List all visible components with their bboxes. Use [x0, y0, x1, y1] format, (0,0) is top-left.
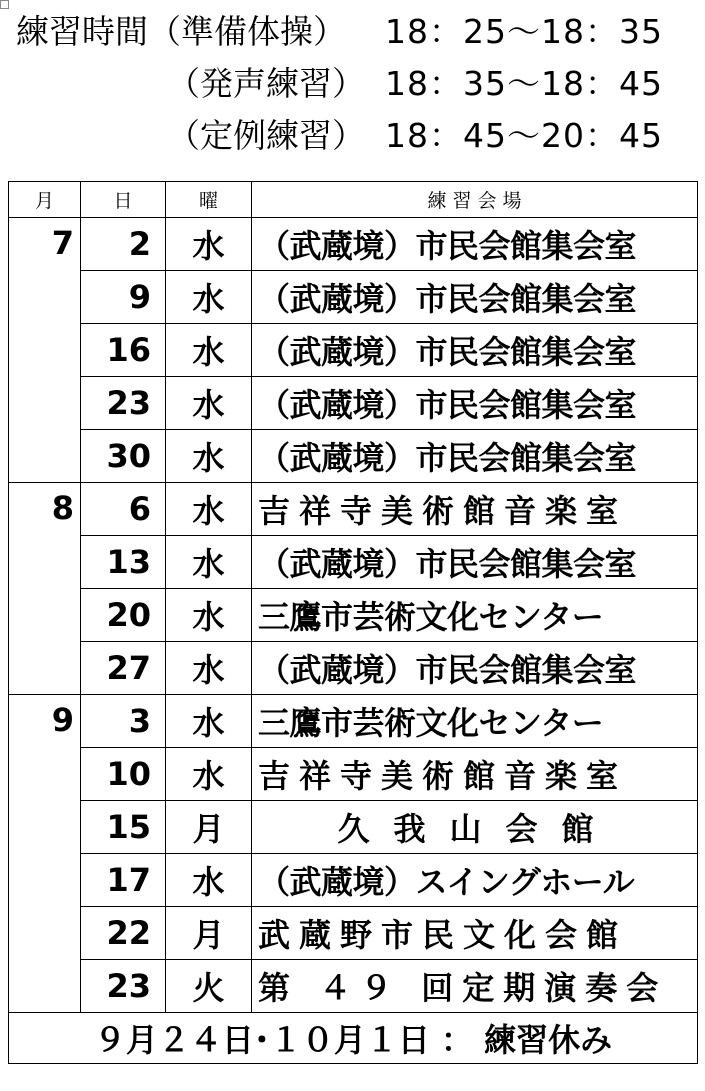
weekday-cell: 水 [166, 589, 252, 642]
day-cell: 30 [81, 430, 166, 483]
column-header-day: 日 [81, 182, 166, 218]
table-row [9, 801, 698, 854]
venue-cell: （武蔵境）市民会館集会室 [252, 324, 698, 377]
weekday-cell: 水 [166, 695, 252, 748]
venue-cell: 武蔵野市民文化会館 [252, 907, 698, 960]
day-cell: 27 [81, 642, 166, 695]
table-row [9, 748, 698, 801]
table-row [9, 324, 698, 377]
weekday-cell: 水 [166, 642, 252, 695]
table-row [9, 218, 698, 271]
rest-days-note: ９月２４日･１０月１日 ： 練習休み [9, 1013, 698, 1064]
header-label: 練習時間（準備体操） [16, 12, 346, 51]
day-cell: 23 [81, 960, 166, 1013]
footer-row [9, 1013, 698, 1064]
column-header-month: 月 [9, 182, 81, 218]
table-row [9, 907, 698, 960]
weekday-cell: 水 [166, 324, 252, 377]
day-cell: 22 [81, 907, 166, 960]
column-header-weekday: 曜 [166, 182, 252, 218]
schedule-body [9, 218, 698, 1064]
day-cell: 17 [81, 854, 166, 907]
venue-cell: （武蔵境）市民会館集会室 [252, 430, 698, 483]
header-label: （定例練習） [167, 116, 365, 155]
venue-cell: 第 ４９ 回定期演奏会 [252, 960, 698, 1013]
venue-cell: 吉祥寺美術館音楽室 [252, 483, 698, 536]
header-time: 18：45～20：45 [385, 116, 663, 155]
venue-cell: 三鷹市芸術文化センター [252, 695, 698, 748]
weekday-cell: 水 [166, 218, 252, 271]
weekday-cell: 水 [166, 748, 252, 801]
venue-cell: 三鷹市芸術文化センター [252, 589, 698, 642]
day-cell: 16 [81, 324, 166, 377]
table-row [9, 430, 698, 483]
month-cell: 7 [9, 218, 81, 483]
venue-cell: 吉祥寺美術館音楽室 [252, 748, 698, 801]
header-time: 18：25～18：35 [385, 12, 663, 51]
header-label: （発声練習） [167, 64, 365, 103]
table-row [9, 271, 698, 324]
table-row [9, 960, 698, 1013]
weekday-cell: 月 [166, 801, 252, 854]
venue-cell: （武蔵境）市民会館集会室 [252, 536, 698, 589]
venue-cell: 久我山会館 [252, 801, 698, 854]
weekday-cell: 水 [166, 483, 252, 536]
venue-cell: （武蔵境）スイングホール [252, 854, 698, 907]
weekday-cell: 月 [166, 907, 252, 960]
weekday-cell: 水 [166, 854, 252, 907]
table-row [9, 695, 698, 748]
venue-cell: （武蔵境）市民会館集会室 [252, 642, 698, 695]
venue-cell: （武蔵境）市民会館集会室 [252, 271, 698, 324]
day-cell: 10 [81, 748, 166, 801]
day-cell: 6 [81, 483, 166, 536]
day-cell: 2 [81, 218, 166, 271]
weekday-cell: 水 [166, 430, 252, 483]
weekday-cell: 水 [166, 271, 252, 324]
weekday-cell: 水 [166, 377, 252, 430]
table-row [9, 483, 698, 536]
practice-schedule-table [8, 181, 698, 1064]
day-cell: 13 [81, 536, 166, 589]
table-row [9, 642, 698, 695]
column-header-venue: 練 習 会 場 [252, 182, 698, 218]
table-header-row [9, 182, 698, 218]
day-cell: 9 [81, 271, 166, 324]
month-cell: 8 [9, 483, 81, 695]
table-row [9, 536, 698, 589]
venue-cell: （武蔵境）市民会館集会室 [252, 377, 698, 430]
month-cell: 9 [9, 695, 81, 1013]
weekday-cell: 水 [166, 536, 252, 589]
day-cell: 20 [81, 589, 166, 642]
table-row [9, 377, 698, 430]
day-cell: 3 [81, 695, 166, 748]
header-time: 18：35～18：45 [385, 64, 663, 103]
venue-cell: （武蔵境）市民会館集会室 [252, 218, 698, 271]
weekday-cell: 火 [166, 960, 252, 1013]
day-cell: 15 [81, 801, 166, 854]
table-row [9, 854, 698, 907]
table-row [9, 589, 698, 642]
day-cell: 23 [81, 377, 166, 430]
